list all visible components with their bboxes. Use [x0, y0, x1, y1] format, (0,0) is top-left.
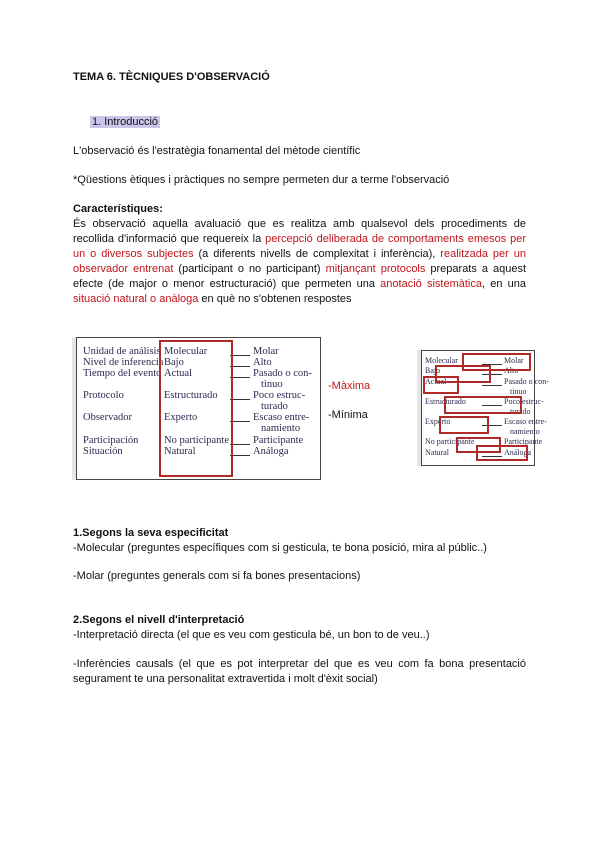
table-cell-pole-a: Estructurado [425, 397, 466, 406]
table-cell-pole-a: Molecular [164, 346, 208, 357]
dotted-connector [482, 385, 502, 386]
document-title: TEMA 6. TÈCNIQUES D'OBSERVACIÓ [73, 71, 270, 83]
selection-highlight-box [439, 416, 489, 434]
table-cell-pole-a: Bajo [164, 357, 184, 368]
selection-highlight-box [444, 396, 522, 414]
text-run: , en una [481, 278, 526, 290]
paragraph: -Molar (preguntes generals com si fa bones presentacions) [73, 570, 361, 582]
table-cell-pole-b: Participante [504, 437, 543, 446]
table-cell-dimension: Protocolo [83, 390, 124, 401]
table-cell-dimension: Tiempo del evento [83, 368, 162, 379]
paragraph: -Inferències causals (el que es pot interpretar del que es veu com fa bona presentació segurament te una personalitat extravertida i molt d'èxit social) [73, 658, 526, 685]
table-cell-pole-a: Estructurado [164, 390, 218, 401]
table-cell-pole-b: Escaso entre- [504, 417, 547, 426]
table-cell-pole-b-cont: namiento [261, 423, 301, 434]
table-cell-pole-b: Alto [253, 357, 272, 368]
paragraph: -Interpretació directa (el que es veu com gesticula bé, un bon to de veu..) [73, 629, 430, 641]
paragraph: -Molecular (preguntes específiques com si gesticula, te bona posició, mira al públic..) [73, 542, 487, 554]
table-cell-dimension: Observador [83, 412, 132, 423]
table-cell-pole-b: Poco estruc- [253, 390, 306, 401]
selection-highlight-box [423, 376, 459, 394]
table-cell-pole-a: Molecular [425, 356, 458, 365]
maxima-label: -Màxima [328, 380, 371, 392]
observation-table-annotated [421, 350, 549, 466]
highlighted-phrase: realitzada per un observador entrenat [73, 248, 526, 275]
table-cell-pole-a: Experto [164, 412, 198, 423]
table-cell-pole-b-cont: turado [510, 407, 531, 416]
table-cell-dimension: Participación [83, 435, 139, 446]
table-cell-pole-a: Experto [425, 417, 451, 426]
table-cell-pole-b: Poco estruc- [504, 397, 544, 406]
table-cell-pole-b: Participante [253, 435, 304, 446]
table-cell-pole-b: Pasado o con- [253, 368, 312, 379]
table-cell-pole-b-cont: namiento [510, 427, 540, 436]
table-cell-pole-b: Molar [504, 356, 524, 365]
table-cell-pole-b: Análoga [504, 448, 532, 457]
section-2-heading: 2.Segons el nivell d'interpretació [73, 614, 245, 626]
text-run: (a diferents nivells de complexitat i inferència), [193, 248, 441, 260]
table-cell-pole-b: Pasado o con- [504, 377, 549, 386]
dotted-connector [230, 377, 250, 378]
table-cell-pole-a: Natural [425, 448, 449, 457]
table-cell-pole-b-cont: tinuo [510, 387, 527, 396]
section-introduccio: 1. Introducció [92, 116, 159, 128]
observation-dimensions-table [76, 337, 321, 480]
table-cell-pole-a: Actual [425, 377, 447, 386]
table-cell-pole-b: Análoga [253, 446, 289, 457]
text-run: en què no s'obtenen respostes [198, 293, 352, 305]
dotted-connector [230, 421, 250, 422]
table-cell-dimension: Unidad de análisis [83, 346, 161, 357]
dotted-connector [230, 366, 250, 367]
selection-highlight-box [476, 445, 528, 461]
highlighted-phrase: mitjançant protocols [325, 263, 426, 275]
highlighted-phrase: anotació sistemàtica [380, 278, 482, 290]
dotted-connector [230, 399, 250, 400]
dotted-connector [230, 455, 250, 456]
table-cell-pole-b-cont: tinuo [261, 379, 283, 390]
characteristics-heading: Característiques: [73, 203, 163, 215]
table-cell-pole-b: Molar [253, 346, 279, 357]
table-cell-pole-a: Actual [164, 368, 192, 379]
dotted-connector [230, 444, 250, 445]
highlighted-phrase: percepció deliberada de comportaments emesos per un o diversos subjectes [73, 233, 527, 260]
text-run: És observació aquella avaluació que es realitza amb qualsevol dels procediments de recollida d'informació que requereix la [73, 218, 526, 245]
text-run: preparats a aquest efecte (de major o menor estructuració) que permeten una [73, 263, 527, 290]
minima-label: -Mínima [328, 409, 368, 421]
table-cell-pole-a: No participante [164, 435, 230, 446]
table-cell-dimension: Situación [83, 446, 123, 457]
text-run: (participant o no participant) [173, 263, 326, 275]
table-cell-pole-b-cont: turado [261, 401, 288, 412]
table-cell-pole-b: Escaso entre- [253, 412, 310, 423]
dotted-connector [230, 355, 250, 356]
table-cell-pole-a: Natural [164, 446, 196, 457]
characteristics-paragraph [73, 217, 526, 307]
maxima-highlight-box [159, 340, 233, 477]
table-cell-pole-b: Alto [504, 366, 519, 375]
table-cell-pole-a: No participante [425, 437, 475, 446]
paragraph: *Qüestions ètiques i pràctiques no sempre permeten dur a terme l'observació [73, 174, 450, 186]
section-1-heading: 1.Segons la seva especificitat [73, 527, 229, 539]
paragraph: L'observació és l'estratègia fonamental del mètode científic [73, 145, 361, 157]
table-cell-dimension: Nivel de inferencia [83, 357, 164, 368]
table-cell-pole-a: Bajo [425, 366, 441, 375]
highlighted-phrase: situació natural o anàloga [73, 293, 199, 305]
